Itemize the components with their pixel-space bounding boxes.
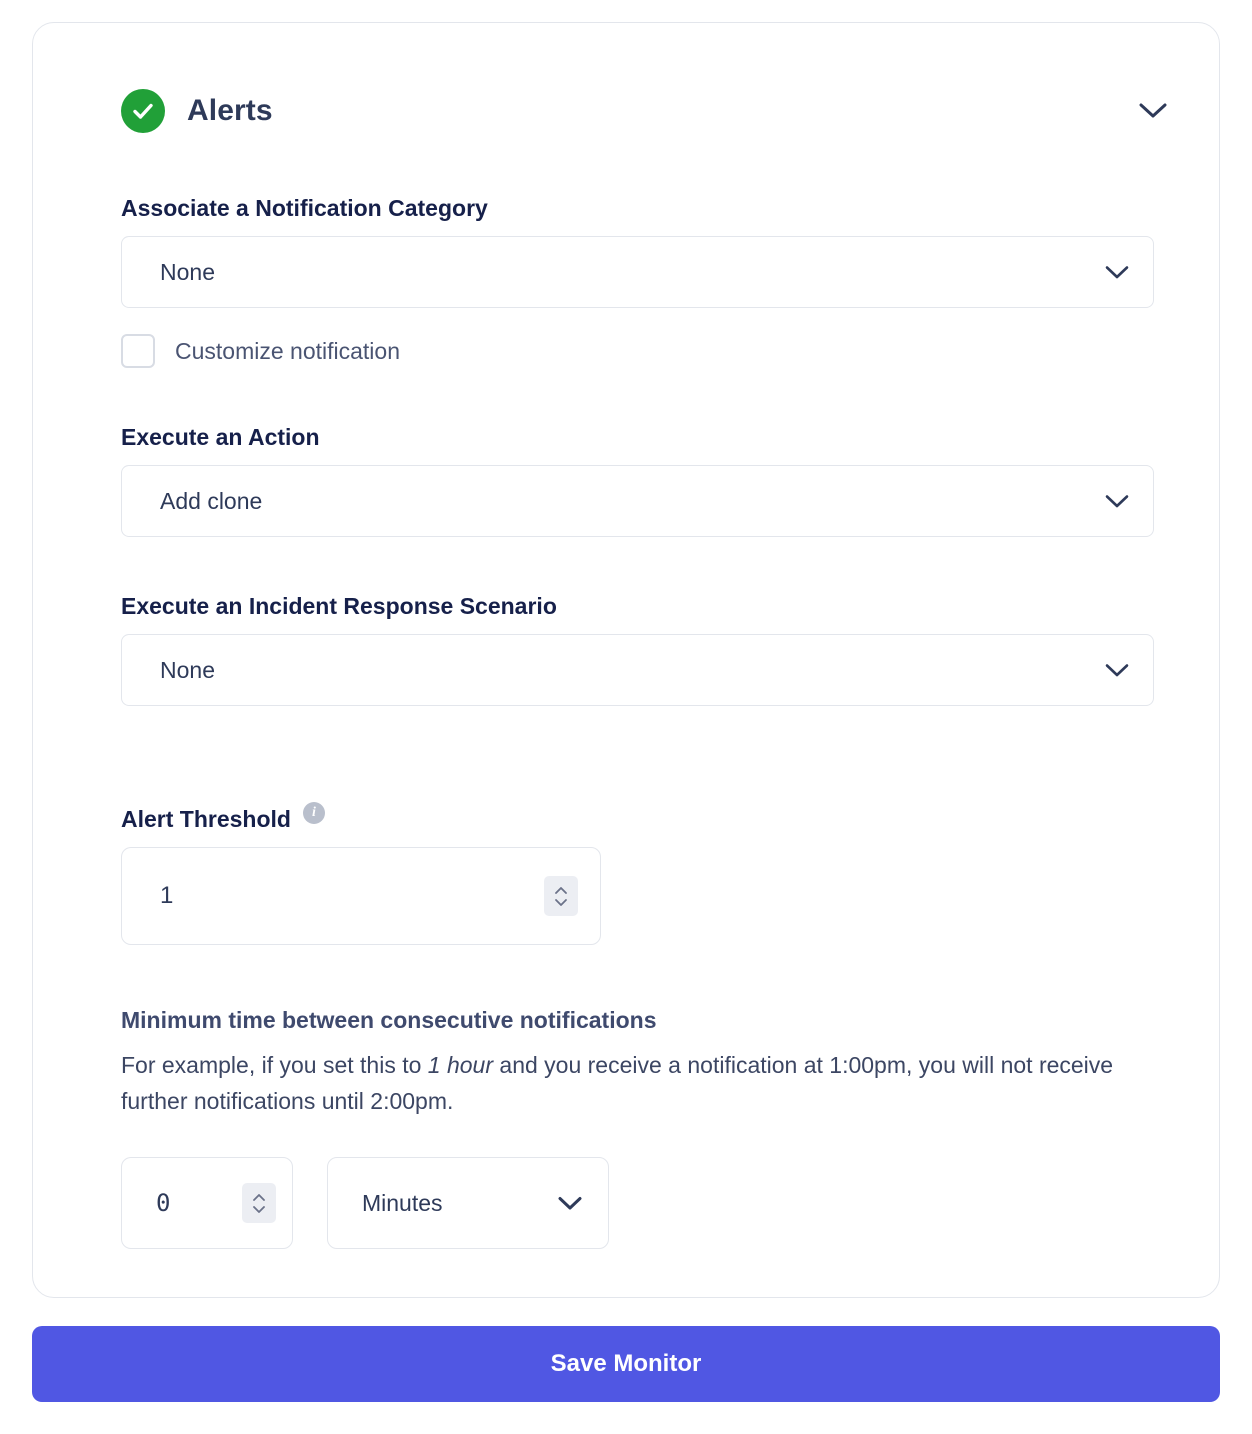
execute-action-label: Execute an Action: [121, 424, 320, 450]
notification-category-value: None: [160, 258, 215, 285]
chevron-down-icon: [1105, 494, 1129, 509]
alert-threshold-value: 1: [160, 882, 174, 909]
chevron-down-icon: [558, 1196, 582, 1211]
min-time-description-part1: For example, if you set this to: [121, 1052, 428, 1078]
notification-category-label: Associate a Notification Category: [121, 195, 488, 221]
chevron-down-icon: [1105, 265, 1129, 280]
min-time-description-part2: and you receive a notification at 1:00pm, you will not receive further notifications until 2:00pm.: [121, 1052, 1114, 1114]
min-time-unit-select[interactable]: [327, 1157, 609, 1249]
check-circle-icon: [121, 89, 165, 133]
customize-notification-checkbox[interactable]: [121, 334, 155, 368]
min-time-title: Minimum time between consecutive notifications: [121, 1007, 657, 1033]
alert-threshold-label-text: Alert Threshold: [121, 806, 291, 832]
min-time-controls: [121, 1157, 1131, 1249]
alert-threshold-label: [121, 806, 1131, 833]
alerts-card-header: [33, 23, 1219, 133]
min-time-amount-value: 0: [156, 1189, 171, 1218]
incident-response-label: Execute an Incident Response Scenario: [121, 593, 557, 619]
min-time-description-emphasis: 1 hour: [427, 1052, 494, 1078]
alert-threshold-stepper[interactable]: [544, 876, 578, 916]
execute-action-value: Add clone: [160, 487, 263, 514]
page-title: Alerts: [187, 94, 273, 127]
min-time-description: [121, 1048, 1131, 1119]
chevron-down-icon[interactable]: [1139, 102, 1167, 120]
save-monitor-button[interactable]: Save Monitor: [32, 1326, 1220, 1402]
info-icon[interactable]: i: [303, 802, 325, 824]
execute-action-select[interactable]: [121, 465, 1154, 537]
incident-response-value: None: [160, 656, 215, 683]
spacer: [121, 706, 1131, 750]
customize-notification-row[interactable]: [121, 334, 1131, 368]
notification-category-select[interactable]: [121, 236, 1154, 308]
min-time-unit-value: Minutes: [362, 1189, 443, 1216]
min-time-amount-input[interactable]: [121, 1157, 293, 1249]
alerts-card-body: [33, 195, 1219, 1249]
incident-response-select[interactable]: [121, 634, 1154, 706]
min-time-amount-stepper[interactable]: [242, 1183, 276, 1223]
customize-notification-label: Customize notification: [175, 337, 400, 364]
alert-threshold-input[interactable]: [121, 847, 601, 945]
chevron-down-icon: [1105, 663, 1129, 678]
alerts-card: [32, 22, 1220, 1298]
